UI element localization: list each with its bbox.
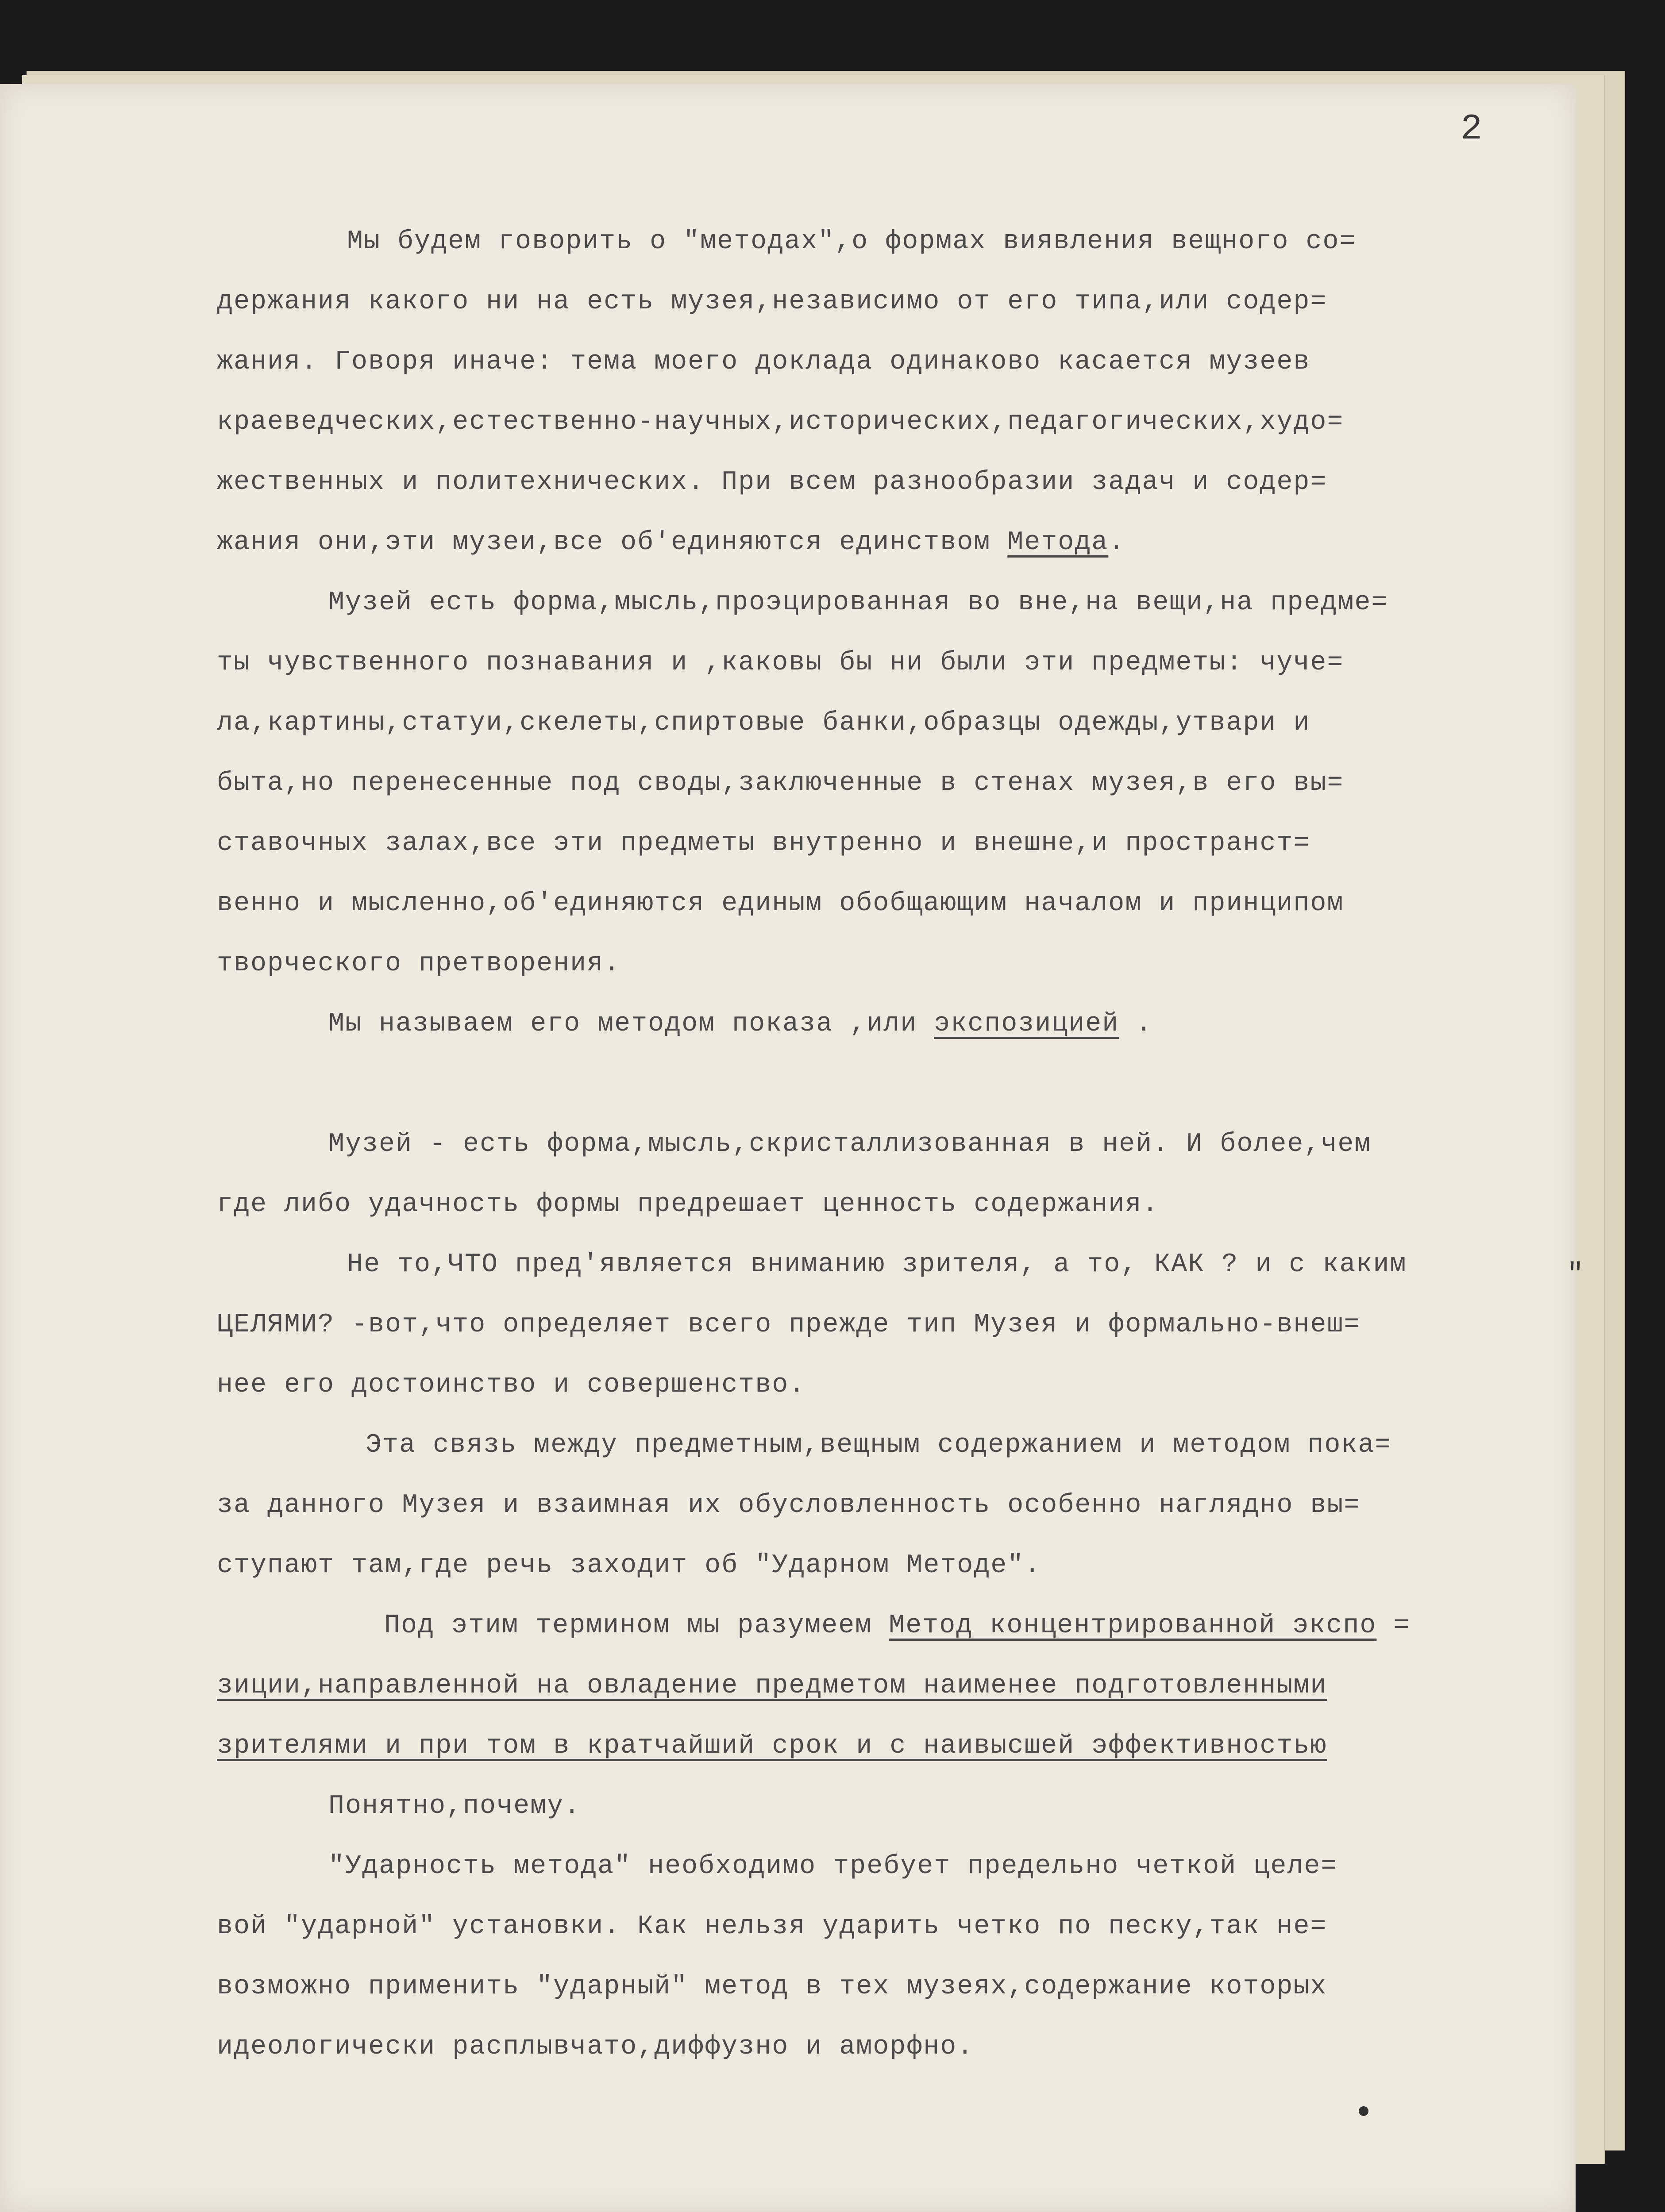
text-run: вой "ударной" установки. Как нельзя ударить четко по песку,так не=: [217, 1912, 1327, 1942]
text-run: .: [1119, 1009, 1153, 1039]
underlined-text: зиции,направленной на овладение предметом наименее подготовленными: [217, 1671, 1327, 1701]
text-line: [217, 272, 1536, 332]
text-run: ступают там,где речь заходит об "Ударном Методе".: [217, 1550, 1041, 1581]
text-line: [217, 1355, 1536, 1415]
text-line: [217, 994, 1536, 1054]
text-run: Мы называем его методом показа ,или: [328, 1009, 934, 1039]
text-line: [217, 1776, 1536, 1836]
text-line: [217, 2017, 1536, 2077]
text-line: [217, 753, 1536, 813]
text-line: [217, 813, 1536, 873]
text-run: Под этим термином мы разумеем: [384, 1611, 889, 1641]
text-line: [217, 1295, 1536, 1355]
typewritten-text: [217, 212, 1536, 2077]
text-run: держания какого ни на есть музея,независимо от его типа,или содер=: [217, 287, 1327, 317]
text-run: жественных и политехнических. При всем разнообразии задач и содер=: [217, 467, 1327, 497]
text-run: возможно применить "ударный" метод в тех музеях,содержание которых: [217, 1972, 1327, 2002]
text-run: Музей есть форма,мысль,проэцированная во вне,на вещи,на предме=: [328, 588, 1388, 618]
text-run: венно и мысленно,об'единяются единым обобщающим началом и принципом: [217, 889, 1344, 919]
text-run: ЦЕЛЯМИ? -вот,что определяет всего прежде тип Музея и формально-внеш=: [217, 1310, 1361, 1340]
text-line: [217, 212, 1536, 272]
text-line: [217, 1054, 1536, 1114]
text-line: [217, 1596, 1536, 1656]
text-run: Эта связь между предметным,вещным содержанием и методом пока=: [366, 1430, 1392, 1460]
underlined-text: Метода: [1007, 527, 1109, 558]
text-line: [217, 512, 1536, 573]
text-run: краеведческих,естественно-научных,исторических,педагогических,худо=: [217, 407, 1344, 437]
text-line: [217, 1836, 1536, 1897]
text-line: [217, 1716, 1536, 1776]
margin-quote-mark: ": [1567, 1259, 1584, 1291]
text-line: [217, 1114, 1536, 1174]
text-run: быта,но перенесенные под своды,заключенные в стенах музея,в его вы=: [217, 768, 1344, 798]
text-run: жания они,эти музеи,все об'единяются единством: [217, 527, 1008, 558]
text-run: творческого претворения.: [217, 949, 621, 979]
text-line: [217, 1475, 1536, 1535]
text-line: [217, 392, 1536, 452]
text-run: жания. Говоря иначе: тема моего доклада одинаково касается музеев: [217, 347, 1310, 377]
text-run: за данного Музея и взаимная их обусловленность особенно наглядно вы=: [217, 1490, 1361, 1520]
text-line: [217, 332, 1536, 392]
underlined-text: зрителями и при том в кратчайший срок и с наивысшей эффективностью: [217, 1731, 1327, 1761]
text-run: где либо удачность формы предрешает ценность содержания.: [217, 1189, 1159, 1219]
text-line: [217, 633, 1536, 693]
text-run: идеологически расплывчато,диффузно и аморфно.: [217, 2032, 974, 2062]
text-run: Не то,ЧТО пред'является вниманию зрителя, а то, КАК ? и с каким: [347, 1250, 1407, 1280]
underlined-text: экспозицией: [934, 1009, 1119, 1039]
text-run: Мы будем говорить о "методах",о формах виявления вещного со=: [347, 227, 1357, 257]
text-line: [217, 934, 1536, 994]
text-line: [217, 873, 1536, 934]
text-run: =: [1376, 1611, 1411, 1641]
text-line: [217, 1957, 1536, 2017]
text-line: [217, 452, 1536, 512]
text-line: [217, 1897, 1536, 1957]
page-number: 2: [1461, 108, 1483, 150]
text-run: ла,картины,статуи,скелеты,спиртовые банки,образцы одежды,утвари и: [217, 708, 1310, 738]
text-run: Понятно,почему.: [328, 1791, 581, 1821]
text-line: [217, 1656, 1536, 1716]
text-line: [217, 693, 1536, 753]
text-run: ты чувственного познавания и ,каковы бы ни были эти предметы: чуче=: [217, 648, 1344, 678]
text-run: нее его достоинство и совершенство.: [217, 1370, 806, 1400]
ink-dot: [1359, 2106, 1368, 2116]
underlined-text: Метод концентрированной экспо: [889, 1611, 1377, 1641]
text-run: ставочных залах,все эти предметы внутренно и внешне,и пространст=: [217, 828, 1310, 858]
text-line: [217, 1415, 1536, 1475]
text-run: "Ударность метода" необходимо требует предельно четкой целе=: [328, 1851, 1338, 1881]
text-line: [217, 1174, 1536, 1235]
text-line: [217, 1235, 1536, 1295]
text-line: [217, 573, 1536, 633]
text-line: [217, 1535, 1536, 1596]
text-run: Музей - есть форма,мысль,скристаллизованная в ней. И более,чем: [328, 1129, 1372, 1159]
text-run: .: [1108, 527, 1125, 558]
